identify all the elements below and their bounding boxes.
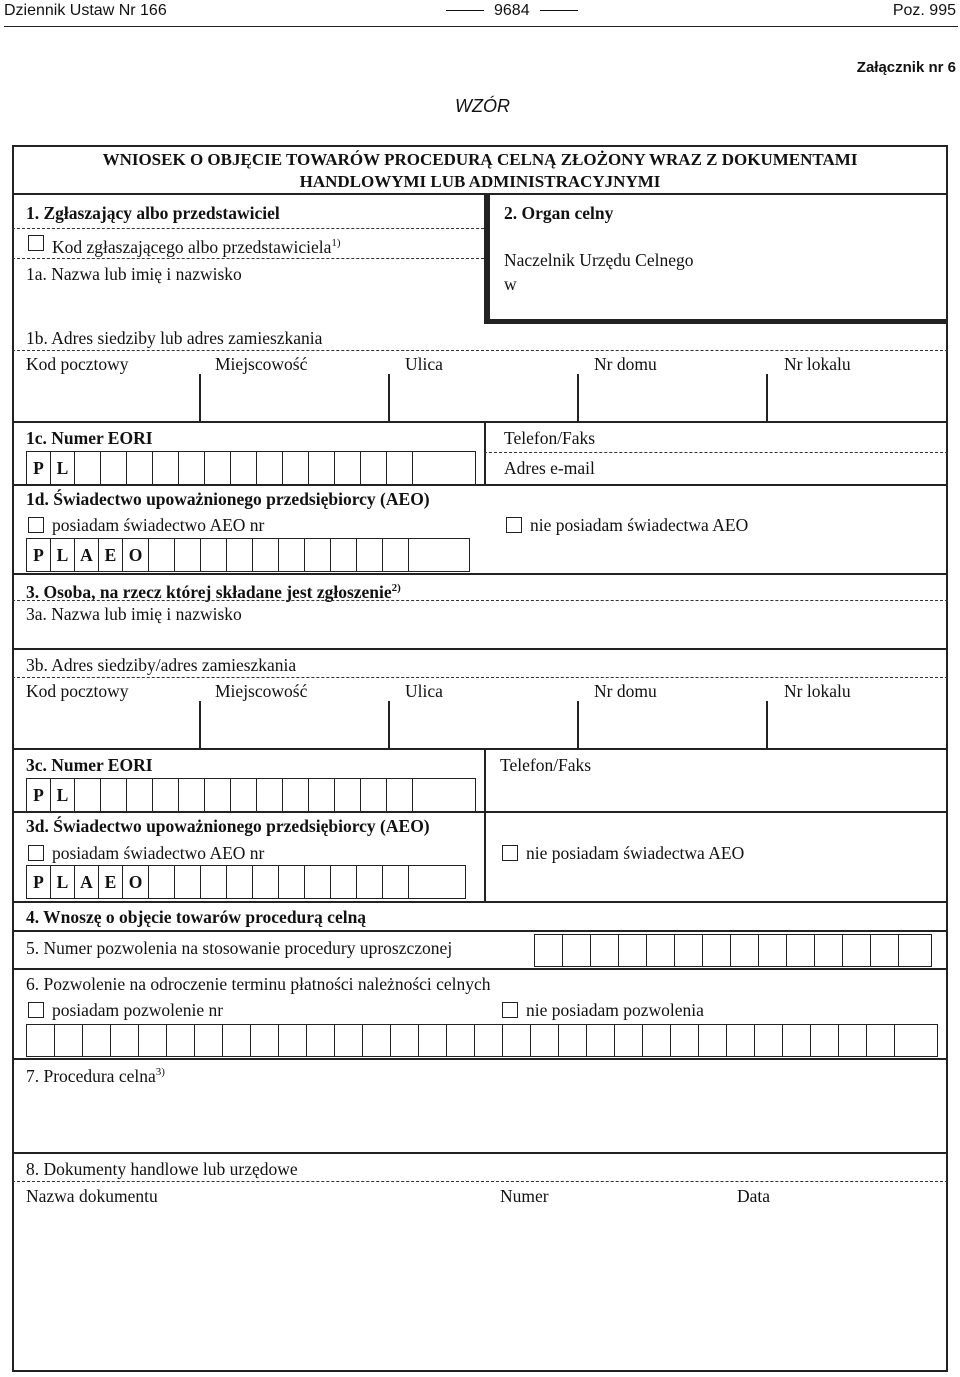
permit-cell <box>843 935 871 966</box>
deferment-cell <box>727 1025 755 1056</box>
deferment-cell <box>251 1025 279 1056</box>
permit-cell <box>619 935 647 966</box>
beneficiary-aeo-field[interactable] <box>26 865 466 899</box>
declarant-address-label: 1b. Adres siedziby lub adres zamieszkania <box>26 328 323 348</box>
declarant-code-label: Kod zgłaszającego albo przedstawiciela$^{1)}$ <box>52 236 341 257</box>
beneficiary-aeo-not-label: nie posiadam świadectwa AEO <box>526 843 745 863</box>
documents-col-date: Data <box>737 1186 771 1206</box>
aeo-prefix-cell: E <box>99 866 123 898</box>
customs-office-location: w <box>504 274 517 294</box>
form-title-line1: WNIOSEK O OBJĘCIE TOWARÓW PROCEDURĄ CELNĄ ZŁOŻONY WRAZ Z DOKUMENTAMI <box>102 150 858 169</box>
eori-cell <box>387 779 413 811</box>
eori-prefix-cell: P <box>27 452 51 484</box>
permit-cell <box>787 935 815 966</box>
aeo-cell <box>253 866 279 898</box>
deferment-cell <box>391 1025 419 1056</box>
eori-cell <box>127 779 153 811</box>
address-col-postcode: Kod pocztowy <box>26 681 129 701</box>
aeo-cell <box>331 866 357 898</box>
beneficiary-aeo-not-checkbox[interactable] <box>502 845 518 861</box>
aeo-cell <box>305 539 331 571</box>
beneficiary-aeo-has-label: posiadam świadectwo AEO nr <box>52 843 265 863</box>
deferment-has-label: posiadam pozwolenie nr <box>52 1000 224 1020</box>
permit-cell <box>675 935 703 966</box>
deferment-permit-field[interactable] <box>26 1024 938 1057</box>
simplified-procedure-permit-field[interactable] <box>534 934 932 967</box>
eori-cell <box>75 452 101 484</box>
rule <box>199 374 201 422</box>
beneficiary-phone-label: Telefon/Faks <box>500 755 592 775</box>
deferment-cell <box>167 1025 195 1056</box>
aeo-prefix-cell: P <box>27 539 51 571</box>
deferment-cell <box>195 1025 223 1056</box>
deferment-cell <box>279 1025 307 1056</box>
rule <box>12 421 948 423</box>
aeo-prefix-cell: P <box>27 866 51 898</box>
deferment-cell <box>139 1025 167 1056</box>
permit-cell <box>731 935 759 966</box>
address-col-house: Nr domu <box>594 681 657 701</box>
rule <box>484 452 948 453</box>
address-col-street: Ulica <box>405 681 443 701</box>
eori-cell <box>283 779 309 811</box>
eori-cell <box>179 452 205 484</box>
aeo-cell <box>149 539 175 571</box>
eori-cell <box>231 452 257 484</box>
address-col-house: Nr domu <box>594 354 657 374</box>
customs-procedure-label: 7. Procedura celna$^{3)}$ <box>26 1065 165 1086</box>
rule <box>484 421 486 485</box>
eori-cell <box>101 452 127 484</box>
aeo-cell <box>279 539 305 571</box>
aeo-cell <box>357 866 383 898</box>
aeo-cell <box>201 539 227 571</box>
deferment-cell <box>447 1025 475 1056</box>
rule <box>12 811 948 813</box>
declarant-aeo-has-label: posiadam świadectwo AEO nr <box>52 515 265 535</box>
eori-cell <box>387 452 413 484</box>
eori-cell <box>413 779 475 811</box>
declarant-aeo-not-checkbox[interactable] <box>506 517 522 533</box>
beneficiary-eori-label: 3c. Numer EORI <box>26 755 153 775</box>
declarant-eori-field[interactable] <box>26 451 476 485</box>
declarant-eori-label: 1c. Numer EORI <box>26 428 153 448</box>
eori-prefix-cell: P <box>27 779 51 811</box>
deferment-not-checkbox[interactable] <box>502 1002 518 1018</box>
rule <box>388 701 390 749</box>
address-col-city: Miejscowość <box>215 354 308 374</box>
rule <box>12 228 484 229</box>
eori-cell <box>309 452 335 484</box>
permit-cell <box>647 935 675 966</box>
rule <box>12 748 948 750</box>
deferment-cell <box>111 1025 139 1056</box>
rule <box>12 968 948 970</box>
eori-cell <box>231 779 257 811</box>
form-title-line2: HANDLOWYMI LUB ADMINISTRACYJNYMI <box>299 172 661 191</box>
rule <box>12 484 948 486</box>
eori-cell <box>153 779 179 811</box>
aeo-cell <box>383 866 409 898</box>
beneficiary-aeo-heading: 3d. Świadectwo upoważnionego przedsiębiorcy (AEO) <box>26 816 430 836</box>
eori-cell <box>335 452 361 484</box>
aeo-cell <box>383 539 409 571</box>
beneficiary-name-label: 3a. Nazwa lub imię i nazwisko <box>26 604 242 624</box>
section-2-border <box>484 193 490 323</box>
deferment-cell <box>503 1025 531 1056</box>
rule <box>12 600 948 601</box>
permit-cell <box>759 935 787 966</box>
declarant-aeo-field[interactable] <box>26 538 470 572</box>
aeo-cell <box>149 866 175 898</box>
eori-cell <box>257 779 283 811</box>
rule <box>388 374 390 422</box>
deferment-cell <box>335 1025 363 1056</box>
rule <box>577 374 579 422</box>
deferment-cell <box>699 1025 727 1056</box>
deferment-permit-label: 6. Pozwolenie na odroczenie terminu płatności należności celnych <box>26 974 491 994</box>
rule <box>199 701 201 749</box>
rule <box>12 1152 948 1154</box>
deferment-cell <box>559 1025 587 1056</box>
deferment-cell <box>83 1025 111 1056</box>
eori-cell <box>75 779 101 811</box>
rule <box>12 930 948 932</box>
simplified-procedure-permit-label: 5. Numer pozwolenia na stosowanie procedury uproszczonej <box>26 938 453 958</box>
deferment-cell <box>587 1025 615 1056</box>
eori-cell <box>179 779 205 811</box>
rule <box>12 901 948 903</box>
aeo-cell <box>175 866 201 898</box>
customs-office-label: Naczelnik Urzędu Celnego <box>504 250 694 270</box>
address-col-flat: Nr lokalu <box>784 681 851 701</box>
rule <box>12 193 948 195</box>
eori-cell <box>205 452 231 484</box>
aeo-prefix-cell: A <box>75 539 99 571</box>
beneficiary-eori-field[interactable] <box>26 778 476 812</box>
aeo-cell <box>357 539 383 571</box>
eori-cell <box>257 452 283 484</box>
beneficiary-aeo-has-checkbox[interactable] <box>28 845 44 861</box>
address-col-flat: Nr lokalu <box>784 354 851 374</box>
declarant-phone-label: Telefon/Faks <box>504 428 596 448</box>
eori-cell <box>283 452 309 484</box>
deferment-cell <box>895 1025 937 1056</box>
deferment-cell <box>363 1025 391 1056</box>
aeo-cell <box>227 866 253 898</box>
journal-name: Dziennik Ustaw Nr 166 <box>4 2 167 19</box>
deferment-cell <box>615 1025 643 1056</box>
aeo-cell <box>409 866 465 898</box>
eori-prefix-cell: L <box>51 452 75 484</box>
eori-cell <box>101 779 127 811</box>
eori-cell <box>309 779 335 811</box>
address-col-postcode: Kod pocztowy <box>26 354 129 374</box>
aeo-cell <box>305 866 331 898</box>
template-label: WZÓR <box>455 96 510 116</box>
documents-label: 8. Dokumenty handlowe lub urzędowe <box>26 1159 298 1179</box>
declarant-code-checkbox[interactable] <box>28 235 44 251</box>
address-col-street: Ulica <box>405 354 443 374</box>
deferment-cell <box>223 1025 251 1056</box>
permit-cell <box>591 935 619 966</box>
position-number: Poz. 995 <box>892 2 956 19</box>
rule <box>766 374 768 422</box>
aeo-cell <box>279 866 305 898</box>
aeo-cell <box>409 539 469 571</box>
page-number: 9684 <box>436 2 588 20</box>
deferment-cell <box>783 1025 811 1056</box>
rule <box>484 748 486 902</box>
aeo-cell <box>227 539 253 571</box>
permit-cell <box>871 935 899 966</box>
aeo-prefix-cell: O <box>123 866 149 898</box>
section-2-heading: 2. Organ celny <box>504 203 614 223</box>
deferment-cell <box>475 1025 503 1056</box>
eori-cell <box>413 452 475 484</box>
section-4-heading: 4. Wnoszę o objęcie towarów procedurą celną <box>26 907 367 927</box>
section-2-bottom-border <box>484 319 948 324</box>
rule <box>766 701 768 749</box>
eori-cell <box>205 779 231 811</box>
declarant-aeo-not-label: nie posiadam świadectwa AEO <box>530 515 749 535</box>
aeo-cell <box>331 539 357 571</box>
rule <box>12 573 948 575</box>
rule <box>577 701 579 749</box>
deferment-cell <box>55 1025 83 1056</box>
declarant-name-label: 1a. Nazwa lub imię i nazwisko <box>26 264 242 284</box>
deferment-not-label: nie posiadam pozwolenia <box>526 1000 704 1020</box>
rule <box>12 1181 948 1182</box>
eori-cell <box>153 452 179 484</box>
eori-cell <box>335 779 361 811</box>
eori-cell <box>361 779 387 811</box>
deferment-cell <box>27 1025 55 1056</box>
eori-cell <box>127 452 153 484</box>
deferment-cell <box>307 1025 335 1056</box>
permit-cell <box>535 935 563 966</box>
address-col-city: Miejscowość <box>215 681 308 701</box>
rule <box>12 258 484 259</box>
rule <box>12 1058 948 1060</box>
aeo-cell <box>253 539 279 571</box>
deferment-cell <box>643 1025 671 1056</box>
section-1-heading: 1. Zgłaszający albo przedstawiciel <box>26 203 280 223</box>
aeo-cell <box>175 539 201 571</box>
aeo-prefix-cell: L <box>51 866 75 898</box>
eori-prefix-cell: L <box>51 779 75 811</box>
beneficiary-address-label: 3b. Adres siedziby/adres zamieszkania <box>26 655 297 675</box>
header-rule <box>4 26 958 27</box>
rule <box>12 648 948 650</box>
deferment-cell <box>867 1025 895 1056</box>
permit-cell <box>899 935 931 966</box>
deferment-cell <box>839 1025 867 1056</box>
aeo-prefix-cell: O <box>123 539 149 571</box>
deferment-cell <box>755 1025 783 1056</box>
eori-cell <box>361 452 387 484</box>
rule <box>12 677 948 678</box>
declarant-email-label: Adres e-mail <box>504 458 595 478</box>
permit-cell <box>703 935 731 966</box>
declarant-aeo-has-checkbox[interactable] <box>28 517 44 533</box>
rule <box>12 350 948 351</box>
aeo-prefix-cell: E <box>99 539 123 571</box>
deferment-cell <box>419 1025 447 1056</box>
documents-col-name: Nazwa dokumentu <box>26 1186 158 1206</box>
aeo-cell <box>201 866 227 898</box>
documents-col-number: Numer <box>500 1186 549 1206</box>
deferment-cell <box>671 1025 699 1056</box>
annex-label: Załącznik nr 6 <box>856 59 956 76</box>
aeo-prefix-cell: A <box>75 866 99 898</box>
deferment-cell <box>811 1025 839 1056</box>
permit-cell <box>815 935 843 966</box>
declarant-aeo-heading: 1d. Świadectwo upoważnionego przedsiębiorcy (AEO) <box>26 489 430 509</box>
deferment-cell <box>531 1025 559 1056</box>
deferment-has-checkbox[interactable] <box>28 1002 44 1018</box>
section-3-heading: 3. Osoba, na rzecz której składane jest zgłoszenie$^{2)}$ <box>26 581 401 602</box>
rule <box>12 1370 948 1372</box>
permit-cell <box>563 935 591 966</box>
aeo-prefix-cell: L <box>51 539 75 571</box>
